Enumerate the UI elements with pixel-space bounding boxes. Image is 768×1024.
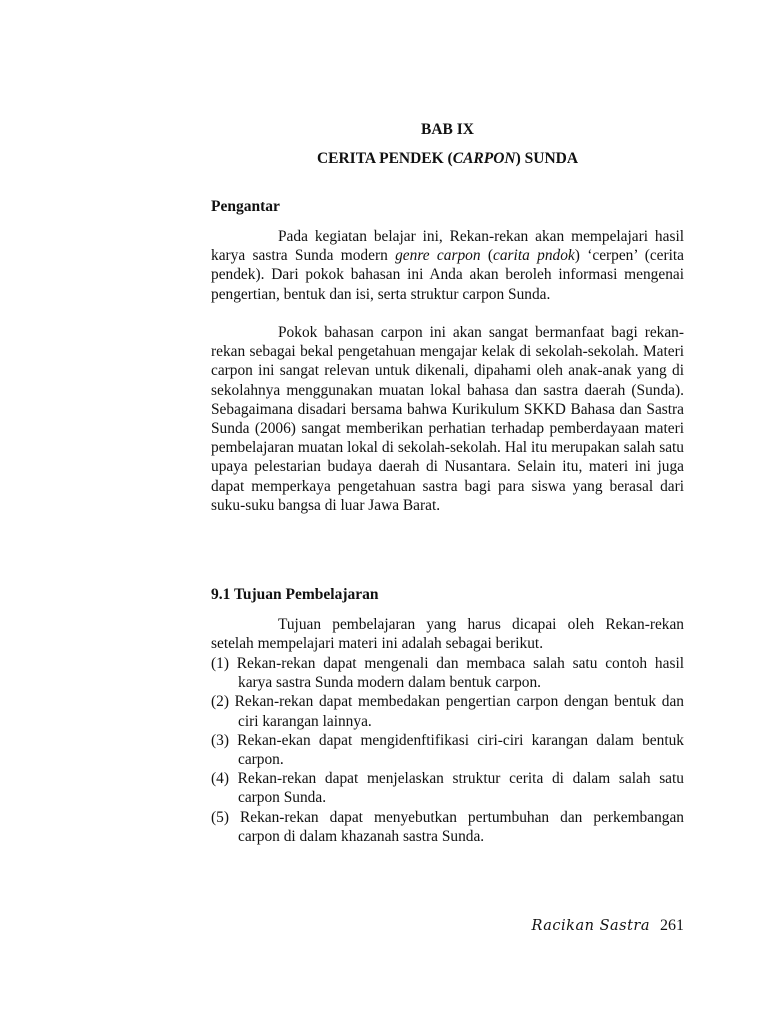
intro-paragraph-1 (211, 227, 684, 304)
chapter-title-italic: CARPON (452, 150, 516, 167)
chapter-label: BAB IX (421, 121, 474, 138)
goal-item-1: (1) Rekan-rekan dapat mengenali dan membaca salah satu contoh hasil karya sastra Sunda modern dalam bentuk carpon. (211, 655, 684, 692)
goal-item-5: (5) Rekan-rekan dapat menyebutkan pertumbuhan dan perkembangan carpon di dalam khazanah sastra Sunda. (211, 808, 684, 845)
goal-item-4: (4) Rekan-rekan dapat menjelaskan struktur cerita di dalam salah satu carpon Sunda. (211, 770, 684, 807)
intro-p2-text: Pokok bahasan carpon ini akan sangat bermanfaat bagi rekan-rekan sebagai bekal pengetahuan mengajar kelak di sekolah-sekolah. Materi carpon ini sangat relevan untuk dikenali, dipahami oleh anak-anak yang di sekolahnya menggunakan muatan lokal bahasa dan sastra daerah (Sunda). Sebagaimana disadari bersama bahwa Kurikulum SKKD Bahasa dan Sastra Sunda (2006) sangat memberikan perhatian terhadap pemberdayaan materi pembelajaran muatan lokal di sekolah-sekolah. Hal itu merupakan salah satu upaya pelestarian budaya daerah di Nusantara. Selain itu, materi ini juga dapat memperkaya pengetahuan sastra bagi para siswa yang berasal dari suku-suku bangsa di luar Jawa Barat. (211, 324, 684, 514)
chapter-title-after: ) SUNDA (515, 150, 579, 167)
intro-p1-italic-carita: carita pndok (493, 247, 575, 265)
goals-intro-text: Tujuan pembelajaran yang harus dicapai oleh Rekan-rekan setelah mempelajari materi ini adalah sebagai berikut. (211, 616, 684, 653)
chapter-title-before: CERITA PENDEK ( (316, 150, 453, 167)
intro-p1-text-a: Pada kegiatan belajar ini, Rekan-rekan akan mempelajari hasil karya sastra Sunda modern (211, 228, 684, 265)
goal-item-3: (3) Rekan-ekan dapat mengidenftifikasi ciri-ciri karangan dalam bentuk carpon. (211, 731, 684, 769)
intro-paragraph-2 (211, 323, 684, 515)
intro-p1-text-b: ( (480, 247, 494, 265)
page-footer (470, 915, 684, 937)
intro-heading: Pengantar (211, 198, 280, 215)
intro-p1-text-c: ) ‘cerpen’ (cerita pendek). Dari pokok bahasan ini Anda akan beroleh informasi mengenai pengertian, bentuk dan isi, serta struktur carpon Sunda. (211, 247, 685, 303)
goals-list (211, 654, 684, 846)
chapter-title (211, 149, 684, 168)
page-number: 261 (660, 917, 684, 934)
goals-intro-paragraph (211, 615, 684, 653)
goals-heading: 9.1 Tujuan Pembelajaran (211, 586, 379, 603)
footer-brand: Racikan Sastra (531, 918, 650, 934)
intro-p1-italic-genre: genre carpon (395, 247, 481, 265)
goal-item-2: (2) Rekan-rekan dapat membedakan pengertian carpon dengan bentuk dan ciri karangan lainnya. (211, 693, 684, 730)
